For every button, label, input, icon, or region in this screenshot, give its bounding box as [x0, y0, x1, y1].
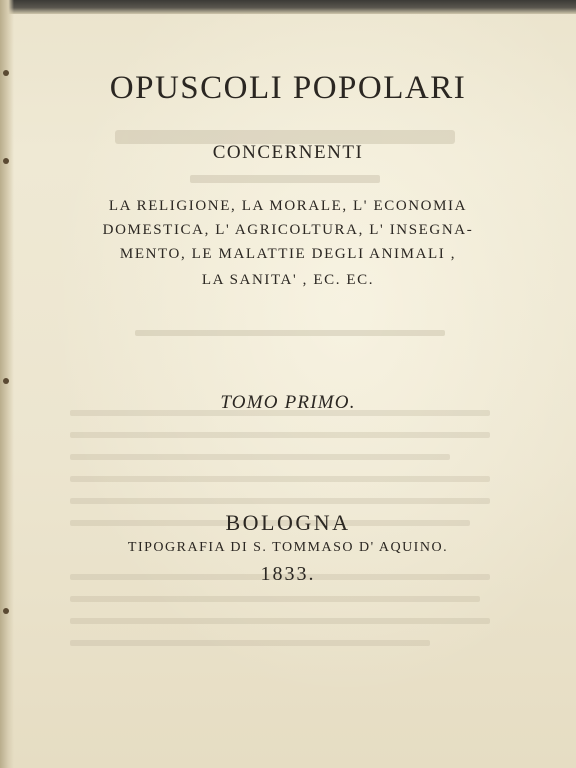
- imprint-printer: TIPOGRAFIA DI S. TOMMASO D' AQUINO.: [127, 540, 449, 555]
- book-title: OPUSCOLI POPOLARI: [109, 70, 467, 106]
- description-line: DOMESTICA, L' AGRICOLTURA, L' INSEGNA-: [102, 222, 474, 238]
- description-line: LA RELIGIONE, LA MORALE, L' ECONOMIA: [108, 198, 468, 214]
- description-line: MENTO, LE MALATTIE DEGLI ANIMALI ,: [119, 246, 457, 262]
- description-line: LA SANITA' , EC. EC.: [201, 272, 375, 288]
- book-subtitle: CONCERNENTI: [212, 142, 364, 163]
- volume-label: TOMO PRIMO.: [220, 392, 356, 413]
- imprint-city: BOLOGNA: [225, 510, 351, 535]
- imprint-year: 1833.: [260, 563, 316, 585]
